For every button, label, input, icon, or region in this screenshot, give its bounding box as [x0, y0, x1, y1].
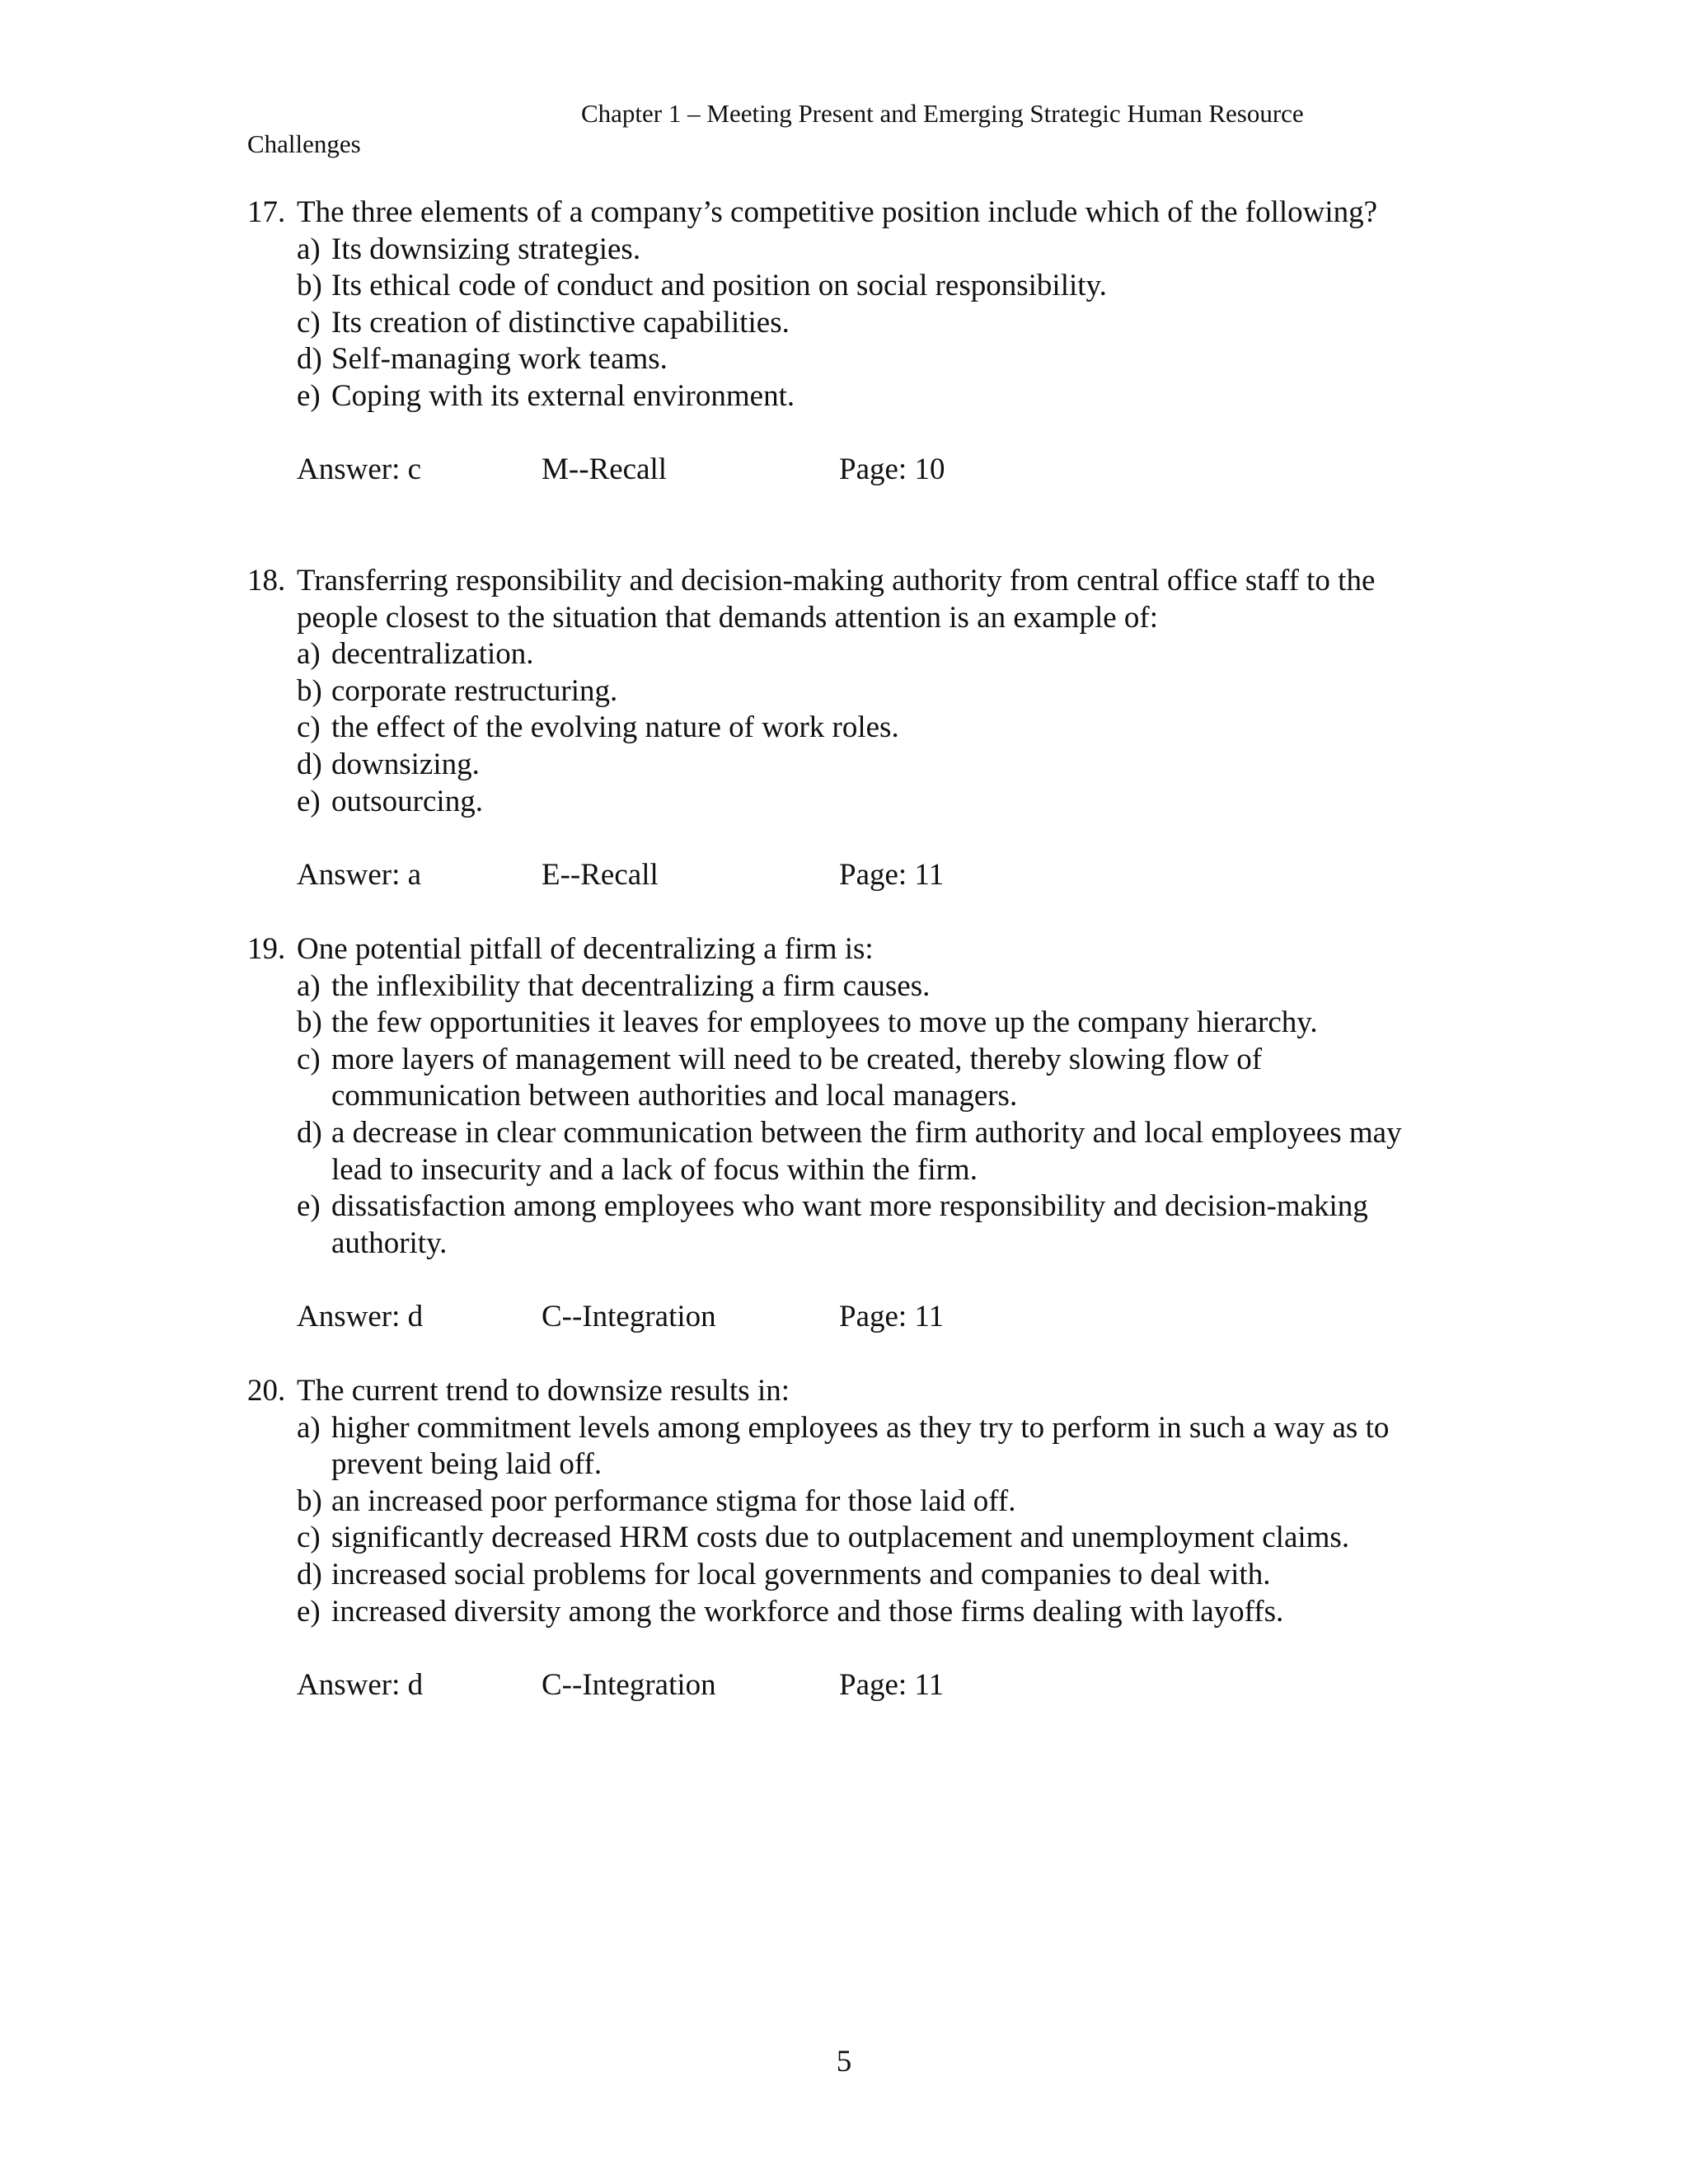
option-letter: a)	[297, 1410, 321, 1445]
difficulty-level: C--Integration	[542, 1667, 716, 1702]
question-number: 18.	[247, 564, 286, 598]
question-text: The three elements of a company’s competitive position include which of the following?	[297, 195, 1378, 229]
answer-option	[247, 1042, 1451, 1115]
question-text: Transferring responsibility and decision-making authority from central office staff to the people closest to the situation that demands attention is an example of:	[297, 564, 1376, 635]
question-text: One potential pitfall of decentralizing a firm is:	[297, 932, 874, 966]
answer-option	[247, 673, 1451, 710]
option-letter: b)	[297, 673, 322, 708]
question-text: The current trend to downsize results in:	[297, 1374, 790, 1408]
answer-key-row	[247, 1667, 1451, 1704]
option-text: an increased poor performance stigma for those laid off.	[331, 1483, 1016, 1518]
option-text: a decrease in clear communication between the firm authority and local employees may lead to insecurity and a lack of focus within the firm.	[331, 1115, 1402, 1187]
option-text: the few opportunities it leaves for employees to move up the company hierarchy.	[331, 1005, 1318, 1040]
page-reference: Page: 11	[839, 1299, 945, 1333]
option-text: higher commitment levels among employees as they try to perform in such a way as to prevent being laid off.	[331, 1410, 1390, 1482]
option-text: Its creation of distinctive capabilities.	[331, 305, 790, 340]
answer-option	[247, 1594, 1451, 1631]
option-letter: b)	[297, 269, 322, 303]
answer-option	[247, 232, 1451, 269]
answer-option	[247, 636, 1451, 673]
question-19	[247, 931, 1451, 1336]
answer-option	[247, 747, 1451, 784]
option-letter: e)	[297, 784, 321, 818]
answer-option	[247, 1483, 1451, 1521]
option-text: downsizing.	[331, 747, 480, 781]
question-number: 20.	[247, 1374, 286, 1408]
answer-option	[247, 305, 1451, 342]
option-text: significantly decreased HRM costs due to outplacement and unemployment claims.	[331, 1521, 1350, 1555]
running-header-continuation: Challenges	[247, 129, 361, 158]
option-text: the inflexibility that decentralizing a firm causes.	[331, 968, 931, 1003]
option-letter: c)	[297, 710, 321, 745]
option-text: more layers of management will need to be created, thereby slowing flow of communication between authorities and local managers.	[331, 1042, 1263, 1113]
option-letter: d)	[297, 1557, 322, 1591]
option-text: Its ethical code of conduct and position on social responsibility.	[331, 269, 1107, 303]
option-letter: c)	[297, 1042, 321, 1076]
question-17	[247, 194, 1451, 489]
answer-option	[247, 784, 1451, 821]
answer-option	[247, 1115, 1451, 1188]
answer-key-row	[247, 452, 1451, 489]
difficulty-level: E--Recall	[542, 857, 659, 892]
answer-option	[247, 378, 1451, 415]
option-text: Its downsizing strategies.	[331, 232, 641, 266]
question-stem	[247, 563, 1451, 636]
answer-option	[247, 1410, 1451, 1483]
question-20	[247, 1373, 1451, 1704]
answer-option	[247, 1188, 1451, 1262]
option-letter: d)	[297, 1115, 322, 1150]
option-text: decentralization.	[331, 637, 534, 672]
option-letter: a)	[297, 232, 321, 266]
difficulty-level: C--Integration	[542, 1299, 716, 1333]
option-letter: b)	[297, 1483, 322, 1518]
answer-key-row	[247, 1299, 1451, 1336]
answer-option	[247, 1557, 1451, 1594]
answer-key: Answer: d	[297, 1667, 424, 1702]
option-letter: c)	[297, 305, 321, 340]
question-stem	[247, 1373, 1451, 1410]
answer-option	[247, 341, 1451, 378]
page-reference: Page: 11	[839, 1667, 945, 1702]
question-18	[247, 563, 1451, 893]
answer-option	[247, 710, 1451, 747]
option-letter: a)	[297, 637, 321, 672]
page-reference: Page: 11	[839, 857, 945, 892]
question-stem	[247, 194, 1451, 232]
option-letter: a)	[297, 968, 321, 1003]
answer-key-row	[247, 857, 1451, 894]
question-number: 19.	[247, 932, 286, 966]
answer-key: Answer: a	[297, 857, 422, 892]
answer-option	[247, 1005, 1451, 1042]
answer-option	[247, 268, 1451, 305]
option-text: the effect of the evolving nature of work roles.	[331, 710, 899, 745]
page-number: 5	[836, 2045, 852, 2079]
option-letter: e)	[297, 1594, 321, 1629]
option-letter: c)	[297, 1521, 321, 1555]
answer-option	[247, 968, 1451, 1005]
question-stem	[247, 931, 1451, 968]
answer-option	[247, 1520, 1451, 1557]
option-letter: e)	[297, 378, 321, 413]
answer-key: Answer: c	[297, 452, 422, 487]
option-text: outsourcing.	[331, 784, 483, 818]
option-letter: b)	[297, 1005, 322, 1040]
option-text: corporate restructuring.	[331, 673, 618, 708]
running-header: Chapter 1 – Meeting Present and Emerging Strategic Human Resource	[581, 99, 1304, 128]
question-number: 17.	[247, 195, 286, 229]
option-letter: e)	[297, 1189, 321, 1224]
option-text: increased diversity among the workforce and those firms dealing with layoffs.	[331, 1594, 1284, 1629]
option-letter: d)	[297, 342, 322, 377]
answer-key: Answer: d	[297, 1299, 424, 1333]
option-text: Self-managing work teams.	[331, 342, 668, 377]
option-letter: d)	[297, 747, 322, 781]
option-text: increased social problems for local governments and companies to deal with.	[331, 1557, 1271, 1591]
option-text: Coping with its external environment.	[331, 378, 795, 413]
difficulty-level: M--Recall	[542, 452, 668, 487]
option-text: dissatisfaction among employees who want more responsibility and decision-making authority.	[331, 1189, 1368, 1260]
page-reference: Page: 10	[839, 452, 945, 487]
